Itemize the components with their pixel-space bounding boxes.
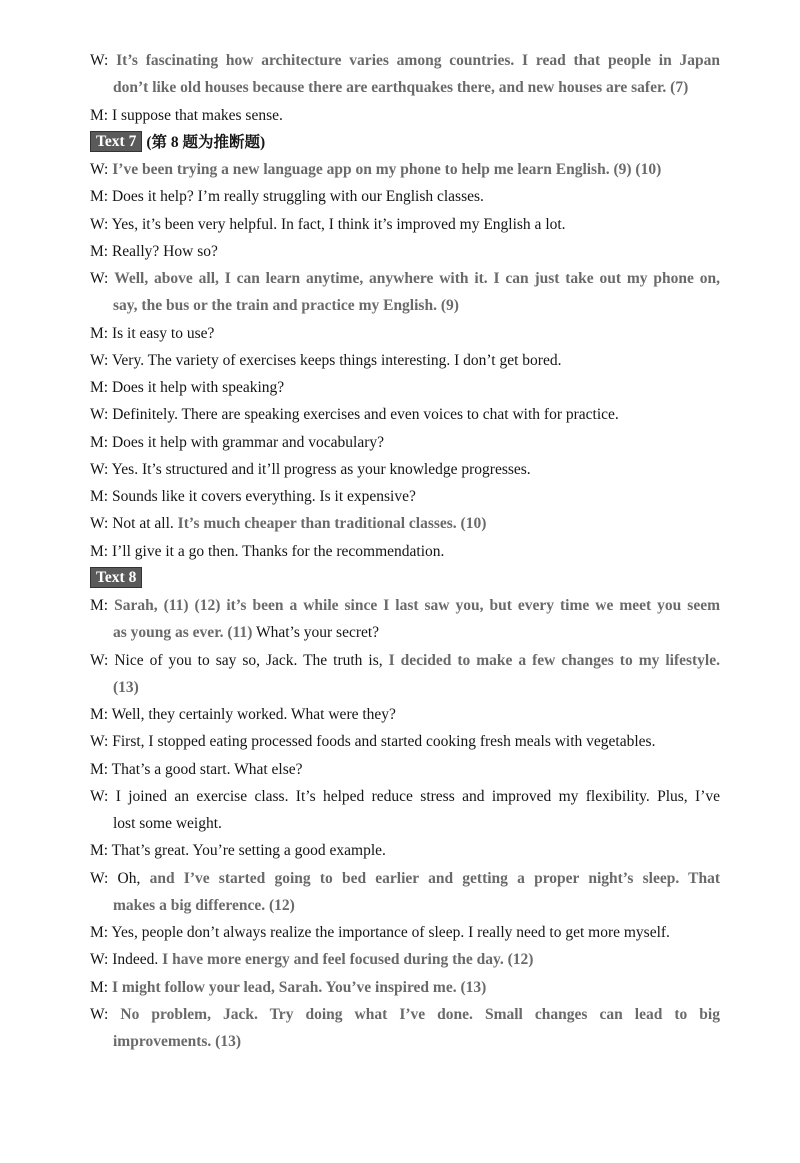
dialogue-line <box>90 156 720 183</box>
dialogue-text: W: Yes. It’s structured and it’ll progress as your knowledge progresses. <box>90 460 531 478</box>
dialogue-text: M: <box>90 597 115 614</box>
dialogue-line <box>90 238 720 265</box>
dialogue-text: W: Indeed. <box>90 951 163 969</box>
dialogue-line <box>90 510 720 537</box>
dialogue-text: What’s your secret? <box>252 624 380 642</box>
highlighted-answer-text: (13) <box>113 678 139 696</box>
dialogue-line-continuation <box>90 1028 720 1055</box>
dialogue-text: W: <box>90 52 117 69</box>
highlighted-answer-text: It’s fascinating how architecture varies among countries. I read that people in Japan <box>116 52 720 69</box>
highlighted-answer-text: I might follow your lead, Sarah. You’ve inspired me. (13) <box>111 978 487 996</box>
dialogue-line <box>90 401 720 428</box>
section-heading <box>90 129 720 156</box>
section-label: Text 7 <box>90 131 142 152</box>
dialogue-line-continuation <box>90 74 720 101</box>
highlighted-answer-text: It’s much cheaper than traditional classes. (10) <box>177 515 487 533</box>
dialogue-text: W: <box>90 161 113 178</box>
section-heading <box>90 565 720 592</box>
dialogue-text: M: Does it help with grammar and vocabulary? <box>90 433 384 451</box>
dialogue-text: M: Is it easy to use? <box>90 324 215 342</box>
dialogue-line <box>90 456 720 483</box>
dialogue-line <box>90 783 720 810</box>
dialogue-line <box>90 47 720 74</box>
dialogue-text: M: Does it help? I’m really struggling with our English classes. <box>90 188 484 206</box>
dialogue-line-continuation <box>90 810 720 837</box>
dialogue-line <box>90 429 720 456</box>
dialogue-line <box>90 211 720 238</box>
highlighted-answer-text: I have more energy and feel focused during the day. (12) <box>162 951 534 969</box>
dialogue-text: M: I’ll give it a go then. Thanks for the recommendation. <box>90 542 445 560</box>
dialogue-text: W: Definitely. There are speaking exercises and even voices to chat with for practice. <box>90 406 619 424</box>
dialogue-text: M: That’s great. You’re setting a good example. <box>90 842 386 860</box>
dialogue-text: W: Very. The variety of exercises keeps things interesting. I don’t get bored. <box>90 351 562 369</box>
dialogue-line <box>90 756 720 783</box>
dialogue-line <box>90 1001 720 1028</box>
dialogue-line-continuation <box>90 892 720 919</box>
highlighted-answer-text: say, the bus or the train and practice my English. (9) <box>113 297 459 315</box>
dialogue-line-continuation <box>90 292 720 319</box>
dialogue-text: W: Yes, it’s been very helpful. In fact, I think it’s improved my English a lot. <box>90 215 566 233</box>
dialogue-text: M: Does it help with speaking? <box>90 379 285 396</box>
highlighted-answer-text: I’ve been trying a new language app on my phone to help me learn English. (9) (10) <box>112 161 662 178</box>
highlighted-answer-text: No problem, Jack. Try doing what I’ve done. Small changes can lead to big <box>120 1005 720 1023</box>
dialogue-line <box>90 265 720 292</box>
dialogue-text: W: First, I stopped eating processed foods and started cooking fresh meals with vegetables. <box>90 733 656 751</box>
dialogue-line <box>90 592 720 619</box>
dialogue-line <box>90 183 720 210</box>
highlighted-answer-text: makes a big difference. (12) <box>113 896 295 914</box>
transcript-document <box>90 47 720 1055</box>
dialogue-line <box>90 320 720 347</box>
dialogue-line <box>90 701 720 728</box>
dialogue-line <box>90 728 720 755</box>
dialogue-text: M: Well, they certainly worked. What were they? <box>90 706 396 723</box>
highlighted-answer-text: don’t like old houses because there are earthquakes there, and new houses are safer. (7) <box>113 79 689 97</box>
highlighted-answer-text: as young as ever. (11) <box>113 624 253 642</box>
section-label: Text 8 <box>90 567 142 588</box>
dialogue-text: W: <box>90 270 115 287</box>
dialogue-line-continuation <box>90 619 720 646</box>
dialogue-text: M: Really? How so? <box>90 242 218 260</box>
dialogue-line-continuation <box>90 674 720 701</box>
highlighted-answer-text: improvements. (13) <box>113 1033 241 1050</box>
dialogue-text: W: I joined an exercise class. It’s helped reduce stress and improved my flexibility. Plus, I’ve <box>90 787 720 805</box>
highlighted-answer-text: I decided to make a few changes to my lifestyle. <box>388 651 720 669</box>
dialogue-text: lost some weight. <box>113 815 222 832</box>
dialogue-text: W: <box>90 1005 121 1023</box>
dialogue-line <box>90 538 720 565</box>
dialogue-line <box>90 919 720 946</box>
dialogue-text: W: Nice of you to say so, Jack. The truth is, <box>90 651 389 669</box>
section-note: (第 8 题为推断题) <box>146 133 266 151</box>
dialogue-text: W: Not at all. <box>90 515 178 533</box>
dialogue-text: M: I suppose that makes sense. <box>90 106 283 124</box>
dialogue-text: M: <box>90 978 112 996</box>
highlighted-answer-text: and I’ve started going to bed earlier and getting a proper night’s sleep. That <box>149 869 720 887</box>
dialogue-line <box>90 647 720 674</box>
dialogue-text: M: Yes, people don’t always realize the importance of sleep. I really need to get more myself. <box>90 924 670 941</box>
dialogue-text: W: Oh, <box>90 869 150 887</box>
dialogue-line <box>90 102 720 129</box>
dialogue-line <box>90 837 720 864</box>
dialogue-line <box>90 347 720 374</box>
dialogue-line <box>90 865 720 892</box>
highlighted-answer-text: Sarah, (11) (12) it’s been a while since I last saw you, but every time we meet you seem <box>114 597 720 614</box>
highlighted-answer-text: Well, above all, I can learn anytime, anywhere with it. I can just take out my phone on, <box>114 270 720 287</box>
dialogue-text: M: That’s a good start. What else? <box>90 760 303 778</box>
dialogue-line <box>90 374 720 401</box>
dialogue-text: M: Sounds like it covers everything. Is it expensive? <box>90 488 416 505</box>
dialogue-line <box>90 483 720 510</box>
dialogue-line <box>90 974 720 1001</box>
dialogue-line <box>90 946 720 973</box>
